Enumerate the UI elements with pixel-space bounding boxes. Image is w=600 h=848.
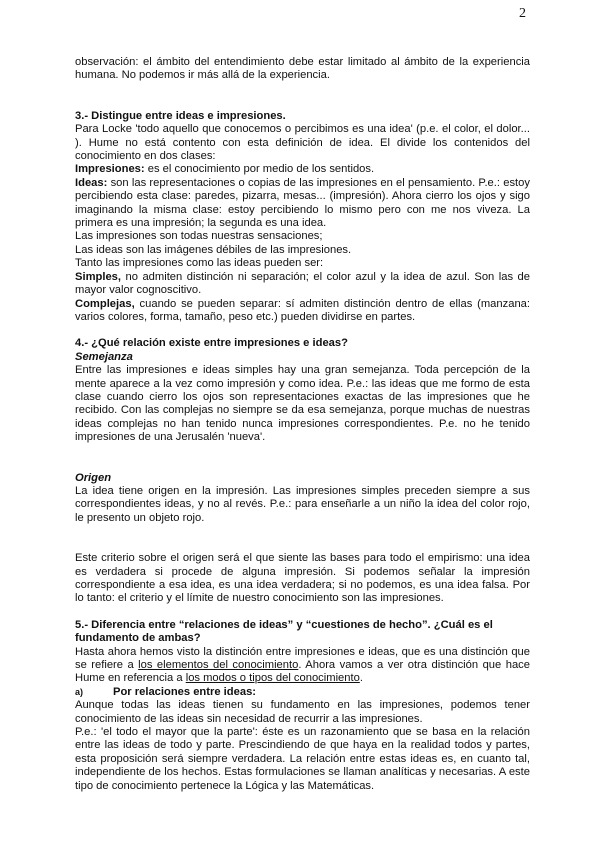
complejas-label: Complejas,: [75, 297, 135, 310]
intro-text-c: .: [359, 672, 363, 685]
complejas-definition: [75, 298, 530, 325]
simples-text: no admiten distinción ni separación; el color azul y la idea de azul. Son las de mayor valor cognoscitivo.: [75, 270, 530, 297]
ideas-text: son las representaciones o copias de las impresiones en el pensamiento. P.e.: estoy percibiendo esta clase: paredes, pizarra, mesas... (impresión). Ahora cierro los ojos y sigo imaginando la misma clase: estoy percibiendo lo mismo pero con me nos viveza. La primera es una impresión; la segunda es una idea.: [75, 176, 530, 230]
relaciones-paragraph-1: Aunque todas las ideas tienen su fundamento en las impresiones, podemos tener conocimiento de las ideas sin necesidad de recurrir a las impresiones.: [75, 699, 530, 725]
impresiones-label: Impresiones:: [75, 163, 145, 176]
origen-subheading: Origen: [75, 471, 112, 484]
simples-definition: [75, 271, 530, 298]
impresiones-definition: [75, 163, 530, 176]
elementos-conocimiento-link: los elementos del conocimiento: [138, 659, 299, 672]
page-number: 2: [519, 6, 526, 21]
tanto-line: Tanto las impresiones como las ideas pueden ser:: [75, 257, 324, 270]
intro-paragraph: observación: el ámbito del entendimiento debe estar limitado al ámbito de la experiencia humana. No podemos ir más allá de la experiencia.: [75, 56, 530, 82]
section-5-intro-paragraph: [75, 646, 530, 686]
origen-paragraph: La idea tiene origen en la impresión. Las impresiones simples preceden siempre a sus correspondientes ideas, y no al revés. P.e.: para enseñarle a un niño la idea del color rojo, le presento un objeto rojo.: [75, 484, 530, 524]
section-5-heading: 5.- Diferencia entre “relaciones de ideas” y “cuestiones de hecho”. ¿Cuál es el fundamento de ambas?: [75, 618, 493, 645]
ideas-line: Las ideas son las imágenes débiles de las impresiones.: [75, 243, 352, 256]
intro-text-b: . Ahora vamos a ver otra distinción que hace Hume en referencia a: [75, 659, 530, 685]
modos-conocimiento-link: los modos o tipos del conocimiento: [185, 672, 360, 685]
section-3-heading: 3.- Distingue entre ideas e impresiones.: [75, 109, 286, 122]
complejas-text: cuando se pueden separar: sí admiten distinción dentro de ellas (manzana: varios colores, forma, tamaño, peso etc.) pueden dividirse en partes.: [75, 297, 530, 323]
criterio-paragraph: Este criterio sobre el origen será el que siente las bases para todo el empirismo: una idea es verdadera si procede de alguna impresión. Si podemos señalar la impresión correspondiente a esa idea, es una idea verdadera; si no podemos, es una idea falsa. Por lo tanto: el criterio y el límite de nuestro conocimiento son las impresiones.: [75, 552, 530, 605]
ideas-definition: [75, 177, 530, 231]
item-a-heading: [75, 686, 530, 699]
simples-label: Simples,: [75, 270, 122, 283]
item-a-title: Por relaciones entre ideas:: [113, 685, 257, 698]
section-3-paragraph: Para Locke 'todo aquello que conocemos o percibimos es una idea' (p.e. el color, el dolor... ). Hume no está contento con esta definición de idea. El divide los contenidos del conocimiento en dos clases:: [75, 123, 530, 163]
impresiones-line: Las impresiones son todas nuestras sensaciones;: [75, 230, 323, 243]
ideas-label: Ideas:: [75, 176, 108, 189]
relaciones-paragraph-2: P.e.: 'el todo el mayor que la parte': éste es un razonamiento que se basa en la relación entre las ideas de todo y parte. Prescindiendo de que haya en la realidad todos y partes, esta proposición será siempre verdadera. La relación entre estas ideas es, en cuanto tal, independiente de los hechos. Estas formulaciones se llaman analíticas y necesarias. A este tipo de conocimiento pertenece la Lógica y las Matemáticas.: [75, 726, 530, 792]
intro-text-a: Hasta ahora hemos visto la distinción entre impresiones e ideas, que es una distinción que se refiere a: [75, 645, 530, 672]
impresiones-text: es el conocimiento por medio de los sentidos.: [144, 163, 375, 176]
semejanza-paragraph: Entre las impresiones e ideas simples hay una gran semejanza. Toda percepción de la mente aparece a la vez como impresión y como idea. P.e.: las ideas que me formo de esta clase cuando cierro los ojos son representaciones exactas de las impresiones que he recibido. Con las complejas no siempre se da esa semejanza, porque muchas de nuestras ideas complejas no han tenido nunca impresiones correspondientes. P.e. no he tenido impresiones de una Jerusalén 'nueva'.: [75, 364, 530, 444]
document-body: [75, 56, 530, 793]
semejanza-subheading: Semejanza: [75, 350, 133, 363]
item-a-marker: a): [75, 686, 84, 697]
section-4-heading: 4.- ¿Qué relación existe entre impresiones e ideas?: [75, 337, 348, 350]
